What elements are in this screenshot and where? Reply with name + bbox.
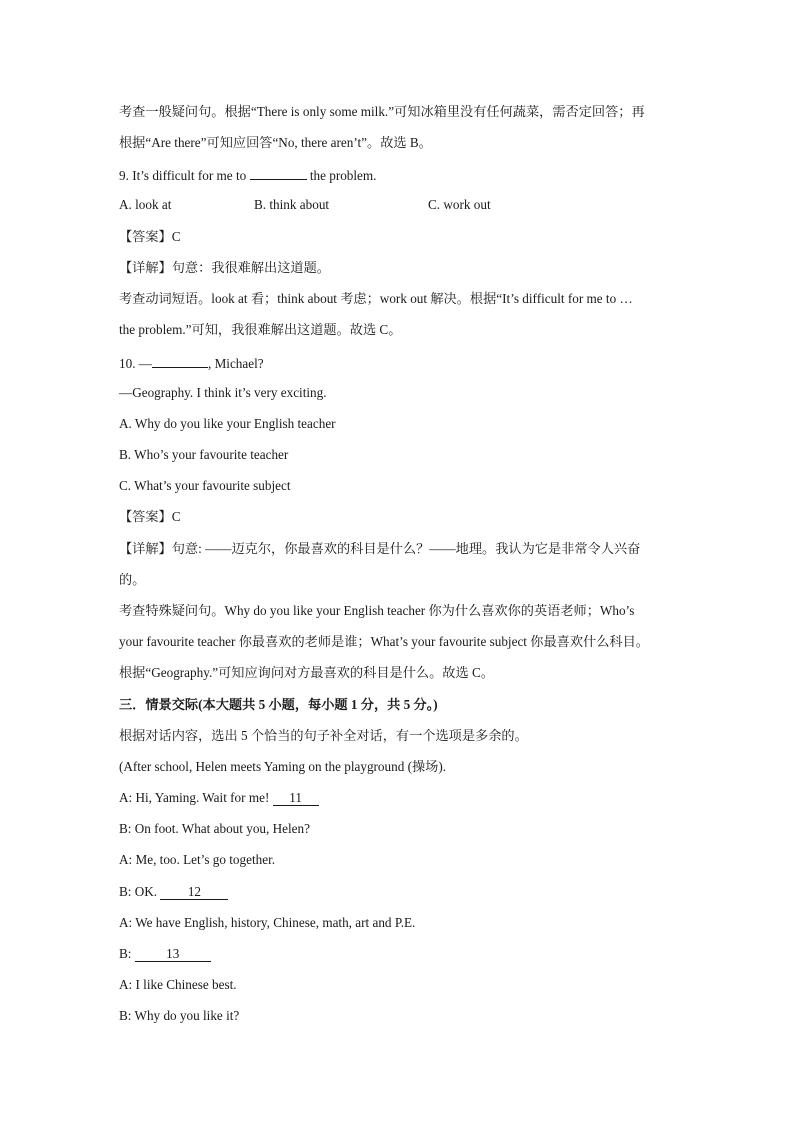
answer-blank xyxy=(250,165,307,180)
question-text: 9. It’s difficult for me to xyxy=(119,168,250,183)
dialogue-text: B: xyxy=(119,946,135,961)
dialogue-line: A: Me, too. Let’s go together. xyxy=(119,852,276,867)
instructions: 根据对话内容，选出 5 个恰当的句子补全对话，有一个选项是多余的。 xyxy=(119,728,528,743)
dialogue-text: A: Hi, Yaming. Wait for me! xyxy=(119,790,273,805)
explanation-line: 根据“Geography.”可知应询问对方最喜欢的科目是什么。故选 C。 xyxy=(119,665,494,680)
option-a: A. look at xyxy=(119,197,172,212)
dialogue-line: A: We have English, history, Chinese, math, art and P.E. xyxy=(119,915,416,930)
section-heading: 三．情景交际(本大题共 5 小题，每小题 1 分，共 5 分。) xyxy=(119,697,438,712)
question-9-options xyxy=(119,196,679,214)
answer-label: 【答案】C xyxy=(119,509,181,524)
explanation-line: 考查一般疑问句。根据“There is only some milk.”可知冰箱里没有任何蔬菜，需否定回答；再 xyxy=(119,104,645,119)
dialogue-context: (After school, Helen meets Yaming on the playground (操场). xyxy=(119,759,447,774)
question-text: , Michael? xyxy=(207,356,264,371)
dialogue-text: B: OK. xyxy=(119,884,161,899)
explanation-line: 考查动词短语。look at 看；think about 考虑；work out 解决。根据“It’s difficult for me to … xyxy=(119,291,633,306)
dialogue-line: B: Why do you like it? xyxy=(119,1008,240,1023)
option-b: B. Who’s your favourite teacher xyxy=(119,447,289,462)
option-c: C. What’s your favourite subject xyxy=(119,478,291,493)
answer-label: 【答案】C xyxy=(119,229,181,244)
numbered-blank: 13 xyxy=(135,947,211,962)
explanation-line: 根据“Are there”可知应回答“No, there aren’t”。故选 B。 xyxy=(119,135,432,150)
question-text: 10. — xyxy=(119,356,152,371)
numbered-blank: 12 xyxy=(160,885,228,900)
dialogue-line: A: I like Chinese best. xyxy=(119,977,237,992)
explanation-line: the problem.”可知，我很难解出这道题。故选 C。 xyxy=(119,322,402,337)
answer-blank xyxy=(152,353,208,368)
option-c: C. work out xyxy=(428,197,491,212)
dialogue-line: B: On foot. What about you, Helen? xyxy=(119,821,310,836)
detail-label: 【详解】句意：我很难解出这道题。 xyxy=(119,260,330,275)
numbered-blank: 11 xyxy=(273,791,319,806)
dialogue-line xyxy=(119,789,319,807)
dialogue-line xyxy=(119,883,228,901)
question-reply: —Geography. I think it’s very exciting. xyxy=(119,385,327,400)
question-text: the problem. xyxy=(306,168,377,183)
detail-label: 的。 xyxy=(119,572,146,587)
question-10 xyxy=(119,353,264,373)
explanation-line: 考查特殊疑问句。Why do you like your English teacher 你为什么喜欢你的英语老师；Who’s xyxy=(119,603,635,618)
explanation-line: your favourite teacher 你最喜欢的老师是谁；What’s your favourite subject 你最喜欢什么科目。 xyxy=(119,634,649,649)
dialogue-line xyxy=(119,945,211,963)
option-b: B. think about xyxy=(254,197,330,212)
question-9 xyxy=(119,165,376,185)
option-a: A. Why do you like your English teacher xyxy=(119,416,336,431)
detail-label: 【详解】句意: ——迈克尔，你最喜欢的科目是什么？——地理。我认为它是非常令人兴奋 xyxy=(119,541,641,556)
